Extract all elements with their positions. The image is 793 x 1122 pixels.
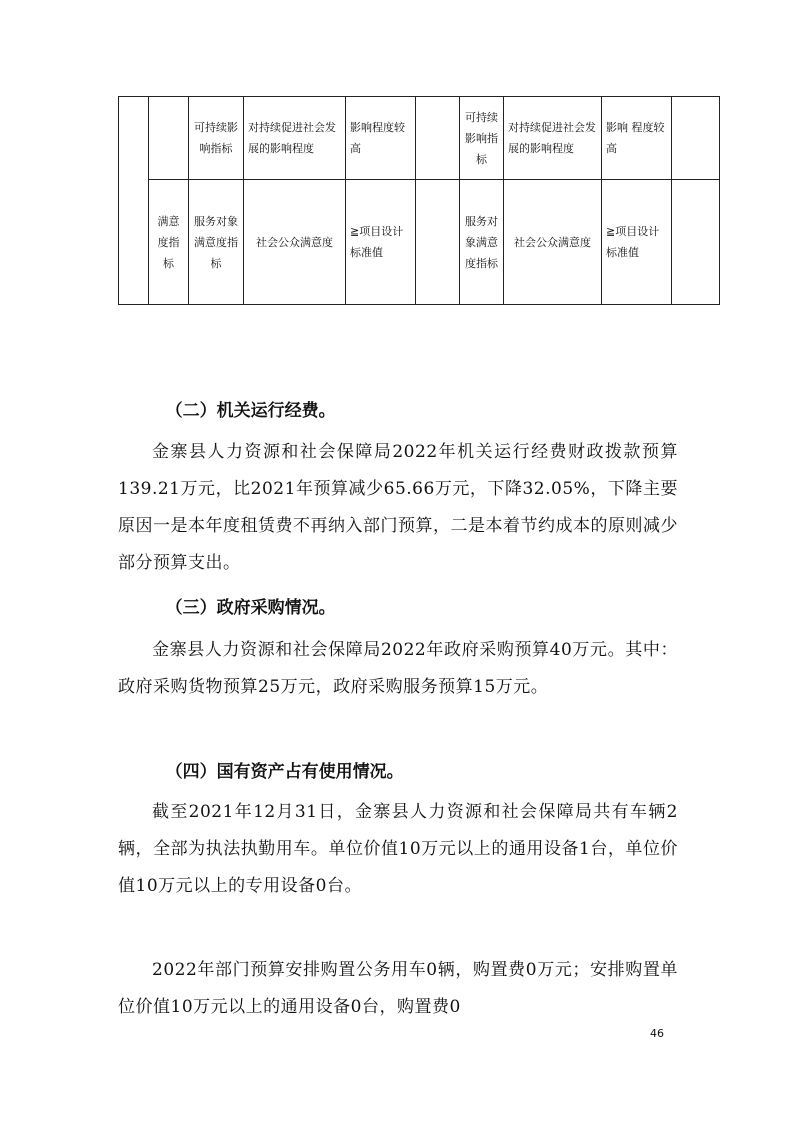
table-cell-blank bbox=[119, 97, 149, 305]
paragraph-state-assets: 截至2021年12月31日，金寨县人力资源和社会保障局共有车辆2辆，全部为执法执勤用车。单位价值10万元以上的通用设备1台，单位价值10万元以上的专用设备0台。 bbox=[118, 802, 678, 896]
table-cell-indicator-name: 可持续影响指标 bbox=[460, 97, 504, 180]
table-cell-category: 满意度指标 bbox=[149, 180, 189, 305]
paragraph-vehicle-purchase: 2022年部门预算安排购置公务用车0辆，购置费0万元；安排购置单位价值10万元以上的通用设备0台，购置费0 bbox=[118, 960, 678, 1017]
table-cell-indicator-name: 服务对象满意度指标 bbox=[189, 180, 244, 305]
table-row bbox=[119, 180, 720, 305]
section-heading-state-assets: （四）国有资产占有使用情况。 bbox=[165, 762, 404, 782]
table-cell-blank bbox=[672, 180, 720, 305]
table-cell-indicator-value: 影响程度较高 bbox=[346, 97, 416, 180]
table-cell-indicator-value: 影响 程度较高 bbox=[602, 97, 672, 180]
section-heading-government-procurement: （三）政府采购情况。 bbox=[165, 598, 336, 618]
table-cell-indicator-content: 对持续促进社会发展的影响程度 bbox=[244, 97, 346, 180]
section-heading-operating-expenses: （二）机关运行经费。 bbox=[165, 401, 336, 421]
table-cell-blank bbox=[672, 97, 720, 180]
performance-indicator-table bbox=[118, 96, 720, 305]
table-cell-indicator-content: 社会公众满意度 bbox=[504, 180, 602, 305]
table-cell-indicator-content: 对持续促进社会发展的影响程度 bbox=[504, 97, 602, 180]
table-cell-blank bbox=[416, 180, 460, 305]
table-cell-blank bbox=[149, 97, 189, 180]
page-number: 46 bbox=[650, 1027, 664, 1040]
table-row bbox=[119, 97, 720, 180]
table-cell-indicator-content: 社会公众满意度 bbox=[244, 180, 346, 305]
table-cell-indicator-name: 服务对象满意度指标 bbox=[460, 180, 504, 305]
paragraph-operating-expenses: 金寨县人力资源和社会保障局2022年机关运行经费财政拨款预算139.21万元，比2021年预算减少65.66万元，下降32.05%，下降主要原因一是本年度租赁费不再纳入部门预算，二是本着节约成本的原则减少部分预算支出。 bbox=[118, 442, 678, 573]
paragraph-government-procurement: 金寨县人力资源和社会保障局2022年政府采购预算40万元。其中：政府采购货物预算25万元，政府采购服务预算15万元。 bbox=[118, 640, 678, 697]
table-cell-blank bbox=[416, 97, 460, 180]
table-cell-indicator-value: ≧项目设计标准值 bbox=[602, 180, 672, 305]
table-cell-indicator-name: 可持续影响指标 bbox=[189, 97, 244, 180]
table-cell-indicator-value: ≧项目设计标准值 bbox=[346, 180, 416, 305]
